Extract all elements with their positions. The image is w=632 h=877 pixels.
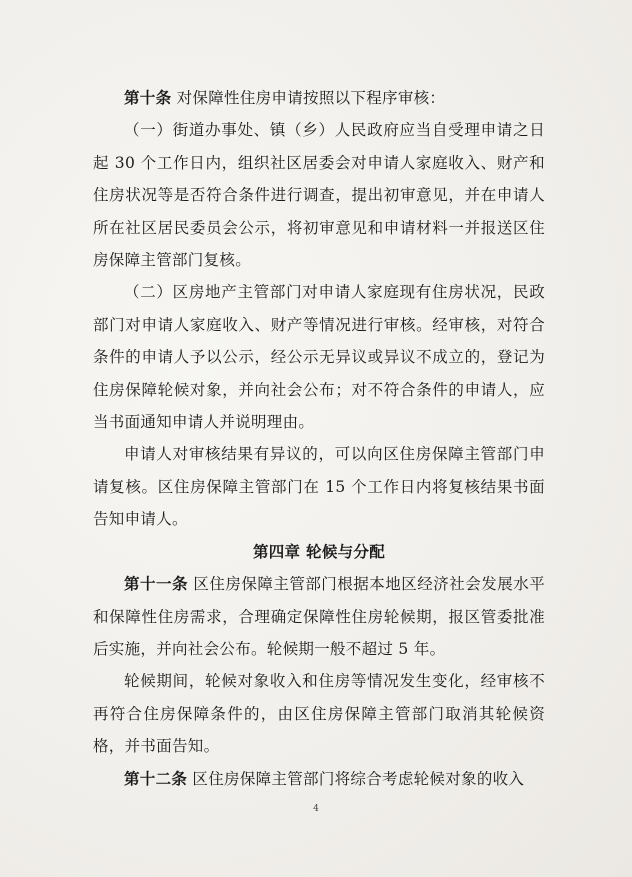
article-10-text: 对保障性住房申请按照以下程序审核： xyxy=(171,89,446,107)
article-10-label: 第十条 xyxy=(124,88,172,107)
article-12-text: 区住房保障主管部门将综合考虑轮候对象的收入 xyxy=(187,769,525,788)
article-10 xyxy=(93,82,545,114)
document-body xyxy=(93,82,545,795)
article-11 xyxy=(93,568,545,665)
article-11-text: 区住房保障主管部门根据本地区经济社会发展水平和保障性住房需求，合理确定保障性住房轮候期，报区管委批准后实施，并向社会公布。轮候期一般不超过 5 年。 xyxy=(93,575,545,658)
paragraph-review-step-1: （一）街道办事处、镇（乡）人民政府应当自受理申请之日起 30 个工作日内，组织社区居委会对申请人家庭收入、财产和住房状况等是否符合条件进行调查，提出初审意见，并在申请人所在社区居民委员会公示，将初审意见和申请材料一并报送区住房保障主管部门复核。 xyxy=(93,121,545,270)
chapter-heading: 第四章 轮候与分配 xyxy=(252,541,386,561)
article-12 xyxy=(93,763,545,795)
paragraph-appeal: 申请人对审核结果有异议的，可以向区住房保障主管部门申请复核。区住房保障主管部门在 15 个工作日内将复核结果书面告知申请人。 xyxy=(93,445,545,529)
paragraph-review-step-2: （二）区房地产主管部门对申请人家庭现有住房状况，民政部门对申请人家庭收入、财产等情况进行审核。经审核，对符合条件的申请人予以公示，经公示无异议或异议不成立的，登记为住房保障轮候对象，并向社会公布；对不符合条件的申请人，应当书面通知申请人并说明理由。 xyxy=(93,283,545,432)
paragraph-waiting-period: 轮候期间，轮候对象收入和住房等情况发生变化，经审核不再符合住房保障条件的，由区住房保障主管部门取消其轮候资格，并书面告知。 xyxy=(93,672,545,756)
article-11-label: 第十一条 xyxy=(124,574,188,594)
page-number: 4 xyxy=(313,804,319,814)
article-12-label: 第十二条 xyxy=(124,768,188,788)
